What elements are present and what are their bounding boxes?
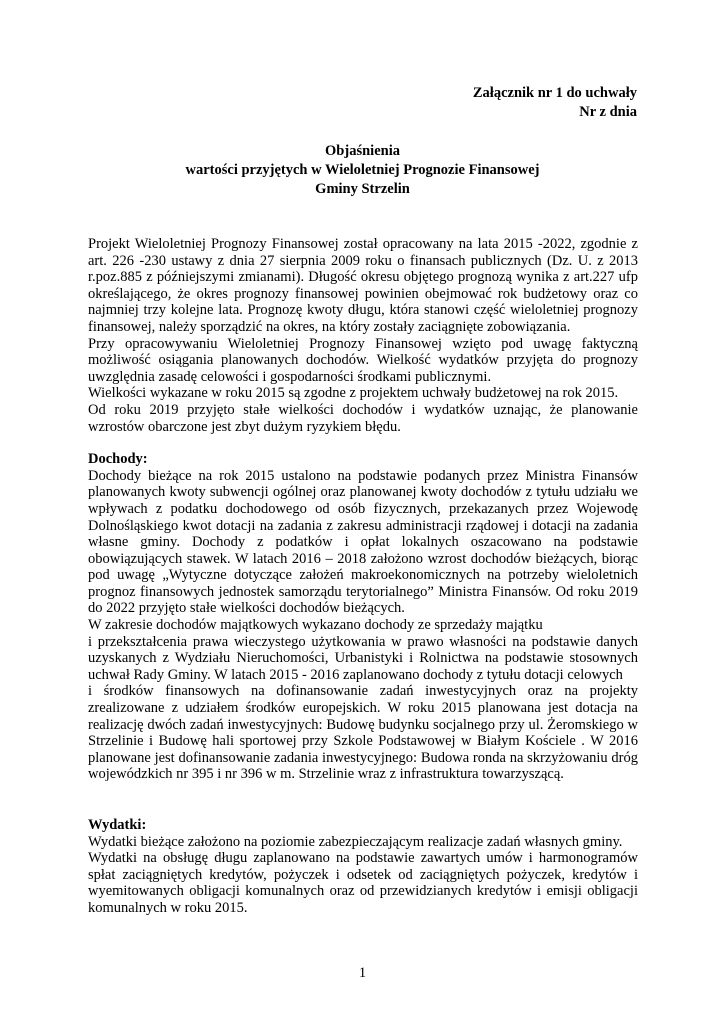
income-heading: Dochody: (88, 451, 148, 468)
annex-header (473, 84, 637, 122)
title-line-1: Objaśnienia (325, 143, 400, 159)
document-body (88, 236, 638, 917)
expenses-paragraph: Wydatki na obsługę długu zaplanowano na podstawie zawartych umów i harmonogramów spłat zaciągniętych kredytów, pożyczek i odsetek od zaciągniętych pożyczek, kredytów i wyemitowanych obligacji komunalnych oraz od przewidzianych kredytów i emisji obligacji komunalnych w roku 2015. (88, 850, 638, 916)
intro-paragraph: Projekt Wieloletniej Prognozy Finansowej został opracowany na lata 2015 -2022, zgodnie z art. 226 -230 ustawy z dnia 27 sierpnia 2009 roku o finansach publicznych (Dz. U. z 2013 r.poz.885 z późniejszymi zmianami). Długość okresu objętego prognozą wynika z art.227 ufp określającego, że okres prognozy finansowej powinien obejmować rok budżetowy oraz co najmniej trzy kolejne lata. Prognozę kwoty długu, która stanowi część wieloletniej prognozy finansowej, należy sporządzić na okres, na który zostały zaciągnięte zobowiązania. (88, 236, 638, 335)
annex-line-1: Załącznik nr 1 do uchwały (472, 85, 637, 101)
income-paragraph: i środków finansowych na dofinansowanie zadań inwestycyjnych oraz na projekty zrealizowane z udziałem środków europejskich. W roku 2015 planowana jest dotacja na realizację dwóch zadań inwestycyjnych: Budowę budynku socjalnego przy ul. Żeromskiego w Strzelinie i Budowę hali sportowej przy Szkole Podstawowej w Białym Kościele . W 2016 planowane jest dofinansowanie zadania inwestycyjnego: Budowa ronda na skrzyżowaniu dróg wojewódzkich nr 395 i nr 396 w m. Strzelinie wraz z infrastruktura towarzyszącą. (88, 683, 638, 783)
intro-paragraph: Wielkości wykazane w roku 2015 są zgodne z projektem uchwały budżetowej na rok 2015. (88, 385, 619, 402)
intro-paragraph: Przy opracowywaniu Wieloletniej Prognozy Finansowej wzięto pod uwagę faktyczną możliwość osiągania planowanych dochodów. Wielkość wydatków przyjęta do prognozy uwzględnia zasadę celowości i gospodarności środkami publicznymi. (88, 335, 638, 385)
title-line-2: wartości przyjętych w Wieloletniej Prognozie Finansowej (185, 162, 540, 178)
document-title (0, 142, 725, 199)
expenses-heading: Wydatki: (88, 817, 147, 833)
expenses-paragraph: Wydatki bieżące założono na poziomie zabezpieczającym realizacje zadań własnych gminy. (88, 833, 623, 850)
title-line-3: Gminy Strzelin (315, 181, 410, 197)
income-paragraph: i przekształcenia prawa wieczystego użytkowania w prawo własności na podstawie danych uzyskanych z Wydziału Nieruchomości, Urbanistyki i Rolnictwa na podstawie stosownych uchwał Rady Gminy. W latach 2015 - 2016 zaplanowano dochody z tytułu dotacji celowych (88, 633, 638, 683)
annex-line-2: Nr z dnia (579, 104, 637, 120)
intro-paragraph: Od roku 2019 przyjęto stałe wielkości dochodów i wydatków uznając, że planowanie wzrostów obarczone jest zbyt dużym ryzykiem błędu. (88, 401, 638, 435)
income-paragraph: Dochody bieżące na rok 2015 ustalono na podstawie podanych przez Ministra Finansów planowanych kwoty subwencji ogólnej oraz planowanej kwoty dochodów z tytułu udziału we wpływach z podatku dochodowego od osób fizycznych, przekazanych przez Wojewodę Dolnośląskiego kwot dotacji na zadania z zakresu administracji rządowej i dotacji na zadania własne gminy. Dochody z podatków i opłat lokalnych oszacowano na podstawie obowiązujących stawek. W latach 2016 – 2018 założono wzrost dochodów bieżących, biorąc pod uwagę „Wytyczne dotyczące założeń makroekonomicznych na potrzeby wieloletnich prognoz finansowych jednostek samorządu terytorialnego” Ministra Finansów. Od roku 2019 do 2022 przyjęto stałe wielkości dochodów bieżących. (88, 467, 638, 617)
page-number: 1 (358, 965, 367, 981)
income-paragraph: W zakresie dochodów majątkowych wykazano dochody ze sprzedaży majątku (88, 617, 543, 634)
